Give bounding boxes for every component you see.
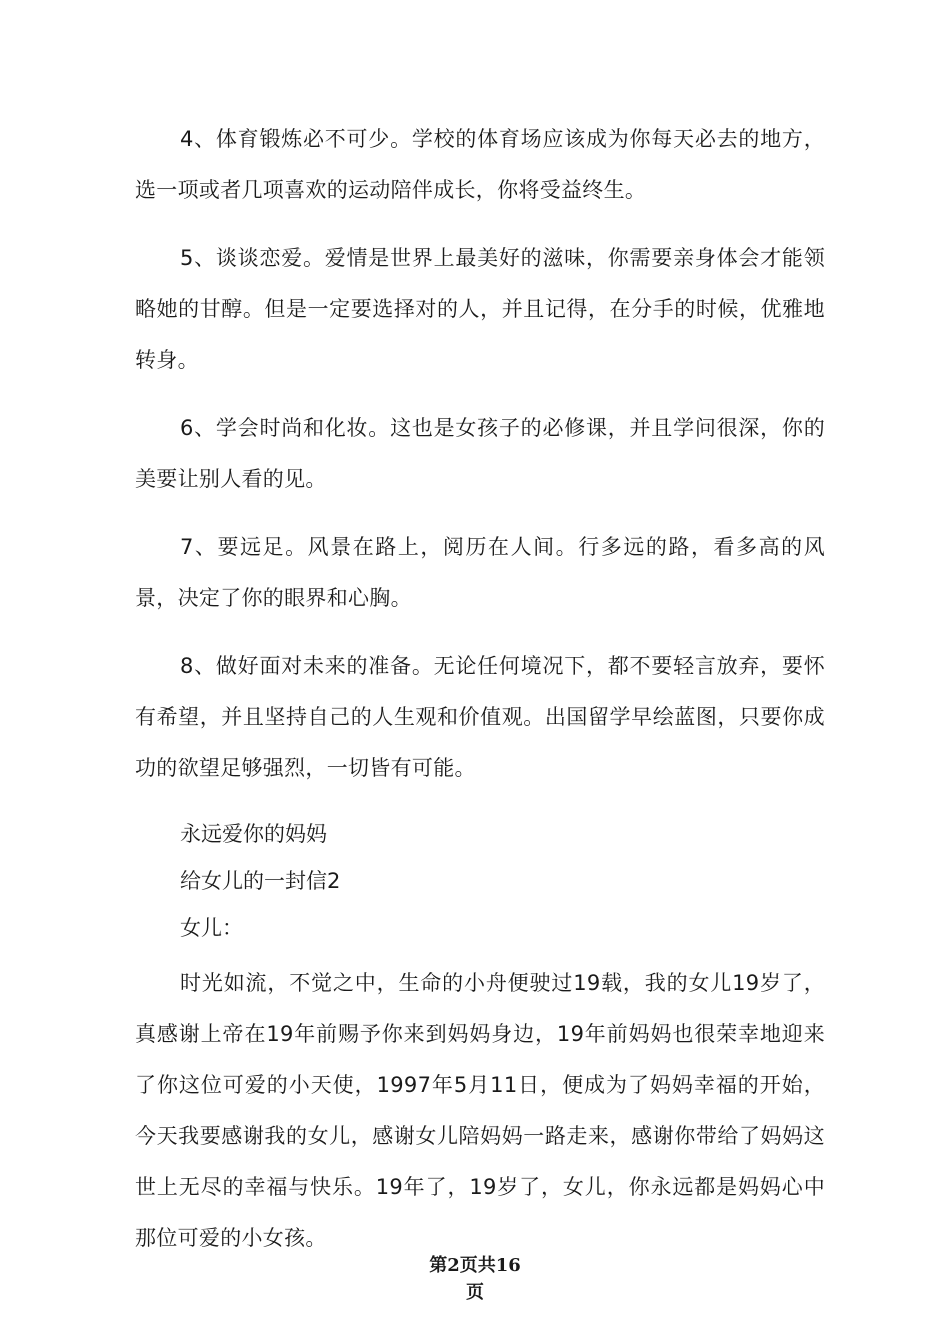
document-body bbox=[135, 114, 825, 1281]
paragraph-item-4: 4、体育锻炼必不可少。学校的体育场应该成为你每天必去的地方，选一项或者几项喜欢的运动陪伴成长，你将受益终生。 bbox=[135, 127, 825, 202]
page-number-line-2: 页 bbox=[466, 1282, 484, 1303]
letter-title: 给女儿的一封信2 bbox=[180, 869, 341, 893]
page-number-line-1: 第2页共16 bbox=[429, 1255, 521, 1276]
paragraph-item-6: 6、学会时尚和化妆。这也是女孩子的必修课，并且学问很深，你的美要让别人看的见。 bbox=[135, 416, 825, 491]
salutation: 女儿： bbox=[180, 916, 243, 940]
paragraph-item-8: 8、做好面对未来的准备。无论任何境况下，都不要轻言放弃，要怀有希望，并且坚持自己的人生观和价值观。出国留学早绘蓝图，只要你成功的欲望足够强烈，一切皆有可能。 bbox=[135, 654, 825, 780]
paragraph-item-5: 5、谈谈恋爱。爱情是世界上最美好的滋味，你需要亲身体会才能领略她的甘醇。但是一定要选择对的人，并且记得，在分手的时候，优雅地转身。 bbox=[135, 246, 825, 372]
letter-body-paragraph: 时光如流，不觉之中，生命的小舟便驶过19载，我的女儿19岁了，真感谢上帝在19年前赐予你来到妈妈身边，19年前妈妈也很荣幸地迎来了你这位可爱的小天使，1997年5月11日，便成为了妈妈幸福的开始，今天我要感谢我的女儿，感谢女儿陪妈妈一路走来，感谢你带给了妈妈这世上无尽的幸福与快乐。19年了，19岁了，女儿，你永远都是妈妈心中那位可爱的小女孩。 bbox=[135, 971, 825, 1250]
page-number-footer bbox=[395, 1252, 555, 1306]
signature: 永远爱你的妈妈 bbox=[180, 822, 327, 846]
paragraph-item-7: 7、要远足。风景在路上，阅历在人间。行多远的路，看多高的风景，决定了你的眼界和心胸。 bbox=[135, 535, 825, 610]
